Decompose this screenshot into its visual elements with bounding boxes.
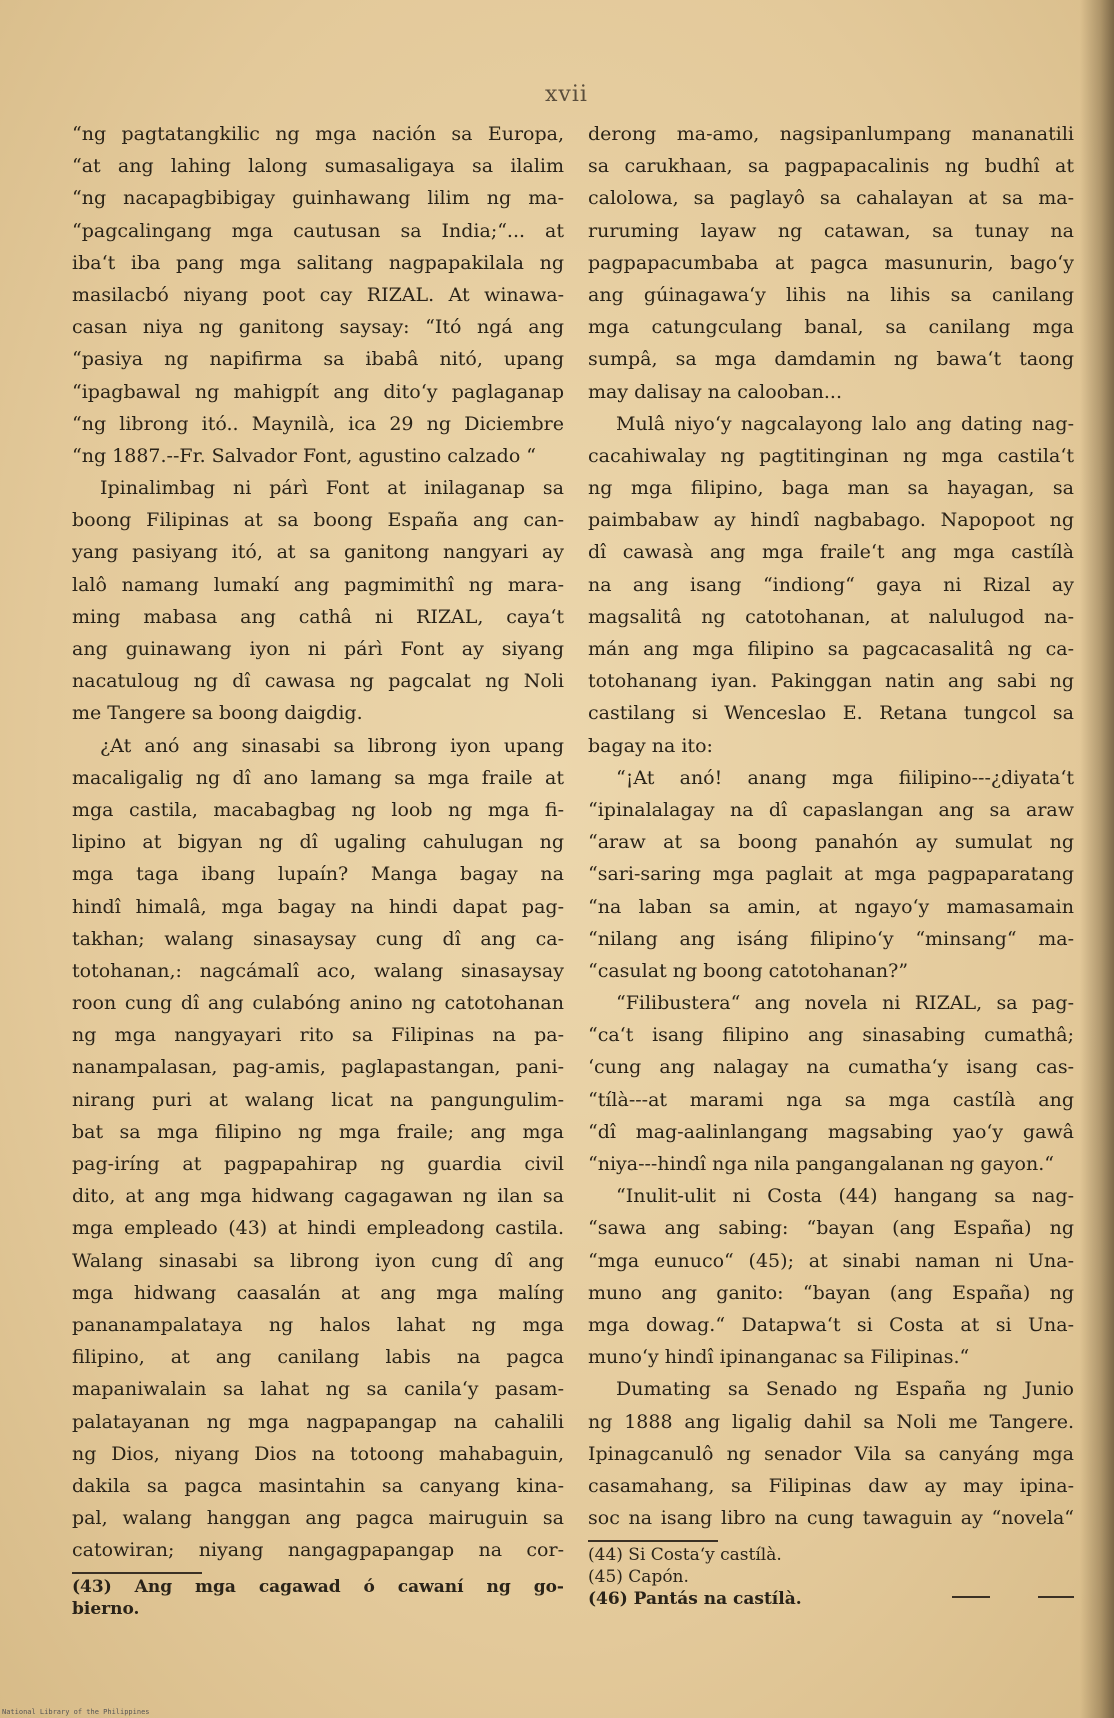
left-column-text-line: dito, at ang mga hidwang cagagawan ng ilan sa <box>72 1185 564 1208</box>
left-column-text-line: ng mga nangyayari rito sa Filipinas na pa- <box>72 1024 564 1047</box>
left-column-text-line: ming mabasa ang cathâ ni RIZAL, caya‘t <box>72 605 564 628</box>
right-column-text-line: “niya---hindî nga nila pangangalanan ng gayon.“ <box>588 1153 1054 1175</box>
right-column-text-line: ruruming layaw ng catawan, sa tunay na <box>588 219 1074 242</box>
right-column-text-line: na ang isang “indiong“ gaya ni Rizal ay <box>588 573 1074 596</box>
left-column <box>72 118 564 1620</box>
footnote-separator <box>588 1540 718 1542</box>
left-column-text-line: nanampalasan, pag-amis, paglapastangan, pani- <box>72 1056 564 1079</box>
end-dash-2 <box>1038 1596 1074 1598</box>
right-column-text-line: mga catungculang banal, sa canilang mga <box>588 316 1074 339</box>
left-column-text-line: lipino at bigyan ng dî ugaling cahulugan ng <box>72 831 564 854</box>
left-column-text-line: “pagcalingang mga cautusan sa India;“... at <box>72 219 564 242</box>
left-column-text-line: filipino, at ang canilang labis na pagca <box>72 1346 564 1369</box>
footnote-line: (46) Pantás na castílà. <box>588 1589 802 1610</box>
right-column-text-line: “na laban sa amin, at ngayo‘y mamasamain <box>588 895 1074 918</box>
right-column-text-line: bagay na ito: <box>588 734 713 757</box>
footnote-line: bierno. <box>72 1599 140 1620</box>
right-column-text-line: ‘cung ang nalagay na cumatha‘y isang cas- <box>588 1056 1074 1079</box>
left-column-text-line: me Tangere sa boong daigdig. <box>72 702 363 725</box>
right-column-text-line: “¡At anó! anang mga fiilipino---¿diyata‘t <box>616 766 1074 789</box>
left-column-text-line: macaligalig ng dî ano lamang sa mga fraile at <box>72 766 564 789</box>
left-column-text-line: mapaniwalain sa lahat ng sa canila‘y pasam- <box>72 1378 564 1401</box>
left-column-text-line: masilacbó niyang poot cay RIZAL. At winawa- <box>72 283 564 306</box>
left-column-text-line: “ng 1887.--Fr. Salvador Font, agustino calzado “ <box>72 444 537 467</box>
right-column-text-line: “Filibustera“ ang novela ni RIZAL, sa pag- <box>616 992 1074 1015</box>
left-column-text-line: catowiran; niyang nangagpapangap na cor- <box>72 1539 564 1562</box>
left-column-text-line: ng Dios, niyang Dios na totoong mahabaguin, <box>72 1442 564 1465</box>
left-column-text-line: casan niya ng ganitong saysay: “Itó ngá ang <box>72 316 564 339</box>
left-column-text-line: mga empleado (43) at hindi empleadong castila. <box>72 1217 564 1240</box>
left-column-text-line: iba‘t iba pang mga salitang nagpapakilala ng <box>72 251 564 274</box>
right-column-text-line: “tílà---at marami nga sa mga castílà ang <box>588 1088 1074 1111</box>
footnote-separator <box>72 1572 202 1574</box>
right-column-text-line: “sawa ang sabing: “bayan (ang España) ng <box>588 1217 1074 1240</box>
right-column-text-line: mga dowag.“ Datapwa‘t si Costa at si Una- <box>588 1313 1074 1336</box>
left-column-text-line: Ipinalimbag ni párì Font at inilaganap sa <box>100 477 564 500</box>
end-dash-1 <box>952 1596 990 1598</box>
right-column-text-line: sumpâ, sa mga damdamin ng bawa‘t taong <box>588 348 1074 371</box>
right-column-text-line: muno‘y hindî ipinanganac sa Filipinas.“ <box>588 1346 970 1369</box>
right-column-text-line: “sari-saring mga paglait at mga pagpaparatang <box>588 863 1074 886</box>
right-column-text-line: “nilang ang isáng filipino‘y “minsang“ ma- <box>588 927 1074 950</box>
left-column-text-line: lalô namang lumakí ang pagmimithî ng mara- <box>72 573 564 596</box>
left-column-text-line: “ng nacapagbibigay guinhawang lilim ng ma- <box>72 187 564 210</box>
left-column-text-line: mga castila, macabagbag ng loob ng mga fi- <box>72 798 564 821</box>
left-column-text-line: “ng librong itó.. Maynilà, ica 29 ng Diciembre <box>72 412 564 435</box>
right-column-text-line: casamahang, sa Filipinas daw ay may ipina- <box>588 1474 1074 1497</box>
left-column-text-line: totohanan,: nagcámalî aco, walang sinasaysay <box>72 959 564 982</box>
left-column-text-line: palatayanan ng mga nagpapangap na cahalili <box>72 1410 564 1433</box>
right-column-text-line: dî cawasà ang mga fraile‘t ang mga castílà <box>588 541 1074 564</box>
right-column-text-line: “mga eunuco“ (45); at sinabi naman ni Una- <box>588 1249 1074 1272</box>
right-column-text-line: “casulat ng boong catotohanan?” <box>588 959 909 982</box>
left-column-text-line: “ipagbawal ng mahigpít ang dito‘y paglaganap <box>72 380 564 403</box>
left-column-text-line: pananampalataya ng halos lahat ng mga <box>72 1313 564 1336</box>
left-column-text-line: nirang puri at walang licat na pangungulim- <box>72 1088 564 1111</box>
right-column-text-line: mán ang mga filipino sa pagcacasalitâ ng ca- <box>588 638 1074 660</box>
right-column-text-line: “Inulit-ulit ni Costa (44) hangang sa nag- <box>616 1185 1074 1208</box>
left-column-text-line: hindî himalâ, mga bagay na hindi dapat pag- <box>72 895 564 918</box>
left-column-text-line: “at ang lahing lalong sumasaligaya sa ilalim <box>72 155 564 178</box>
binding-shadow <box>1080 0 1114 1718</box>
footnote-line: (45) Capón. <box>588 1567 689 1588</box>
footnote-line: (44) Si Costa‘y castílà. <box>588 1545 782 1566</box>
left-column-text-line: takhan; walang sinasaysay cung dî ang ca- <box>72 927 564 950</box>
page-number: xvii <box>545 82 588 107</box>
left-column-text-line: ¿At anó ang sinasabi sa librong iyon upang <box>100 734 564 757</box>
right-column-text-line: ang gúinagawa‘y lihis na lihis sa canilang <box>588 283 1074 306</box>
right-column-text-line: ng mga filipino, baga man sa hayagan, sa <box>588 477 1074 500</box>
right-column-text-line: “ca‘t isang filipino ang sinasabing cumathâ; <box>588 1024 1074 1047</box>
right-column-text-line: Dumating sa Senado ng España ng Junio <box>616 1378 1074 1401</box>
left-column-text-line: mga taga ibang lupaín? Manga bagay na <box>72 863 564 886</box>
library-footer: National Library of the Philippines <box>2 1708 150 1716</box>
right-column-text-line: “araw at sa boong panahón ay sumulat ng <box>588 831 1074 854</box>
right-column-text-line: pagpapacumbaba at pagca masunurin, bago‘y <box>588 251 1074 274</box>
left-column-text-line: dakila sa pagca masintahin sa canyang kina- <box>72 1474 564 1497</box>
right-column-text-line: muno ang ganito: “bayan (ang España) ng <box>588 1281 1074 1304</box>
left-column-text-line: “ng pagtatangkilic ng mga nación sa Europa, <box>72 123 564 145</box>
left-column-text-line: Walang sinasabi sa librong iyon cung dî ang <box>72 1249 564 1272</box>
right-column-text-line: may dalisay na calooban... <box>588 380 842 403</box>
right-column-text-line: ng 1888 ang ligalig dahil sa Noli me Tangere. <box>588 1410 1074 1433</box>
right-column-text-line: Mulâ niyo‘y nagcalayong lalo ang dating nag- <box>616 412 1074 435</box>
right-column-text-line: “dî mag-aalinlangang magsabing yao‘y gawâ <box>588 1120 1074 1143</box>
right-column <box>588 118 1074 1610</box>
left-column-text-line: pag-iríng at pagpapahirap ng guardia civil <box>72 1153 564 1175</box>
right-column-text-line: magsalitâ ng catotohanan, at nalulugod na- <box>588 605 1074 628</box>
right-column-text-line: calolowa, sa paglayô sa cahalayan at sa ma- <box>588 187 1074 210</box>
right-column-text-line: paimbabaw ay hindî nagbabago. Napopoot ng <box>588 509 1074 532</box>
footnote-line: (43) Ang mga cagawad ó cawaní ng go- <box>72 1577 564 1598</box>
left-column-text-line: pal, walang hanggan ang pagca mairuguin sa <box>72 1507 564 1530</box>
left-column-text-line: nacatuloug ng dî cawasa ng pagcalat ng Noli <box>72 670 564 693</box>
left-column-text-line: yang pasiyang itó, at sa ganitong nangyari ay <box>72 541 564 564</box>
right-column-text-line: castilang si Wenceslao E. Retana tungcol sa <box>588 702 1074 725</box>
right-column-text-line: Ipinagcanulô ng senador Vila sa canyáng mga <box>588 1442 1074 1465</box>
left-column-text-line: “pasiya ng napifirma sa ibabâ nitó, upang <box>72 348 564 371</box>
right-column-text-line: sa carukhaan, sa pagpapacalinis ng budhî at <box>588 155 1074 178</box>
right-column-text-line: soc na isang libro na cung tawaguin ay “novela“ <box>588 1507 1074 1530</box>
left-column-text-line: mga hidwang caasalán at ang mga malíng <box>72 1281 564 1304</box>
right-column-text-line: cacahiwalay ng pagtitinginan ng mga castila‘t <box>588 444 1074 467</box>
right-column-text-line: derong ma-amo, nagsipanlumpang mananatili <box>588 123 1074 145</box>
left-column-text-line: roon cung dî ang culabóng anino ng catotohanan <box>72 992 564 1015</box>
right-column-text-line: “ipinalalagay na dî capaslangan ang sa araw <box>588 798 1074 821</box>
left-column-text-line: boong Filipinas at sa boong España ang can- <box>72 509 564 532</box>
left-column-text-line: bat sa mga filipino ng mga fraile; ang mga <box>72 1120 564 1143</box>
left-column-text-line: ang guinawang iyon ni párì Font ay siyang <box>72 638 564 660</box>
right-column-text-line: totohanang iyan. Pakinggan natin ang sabi ng <box>588 670 1074 693</box>
